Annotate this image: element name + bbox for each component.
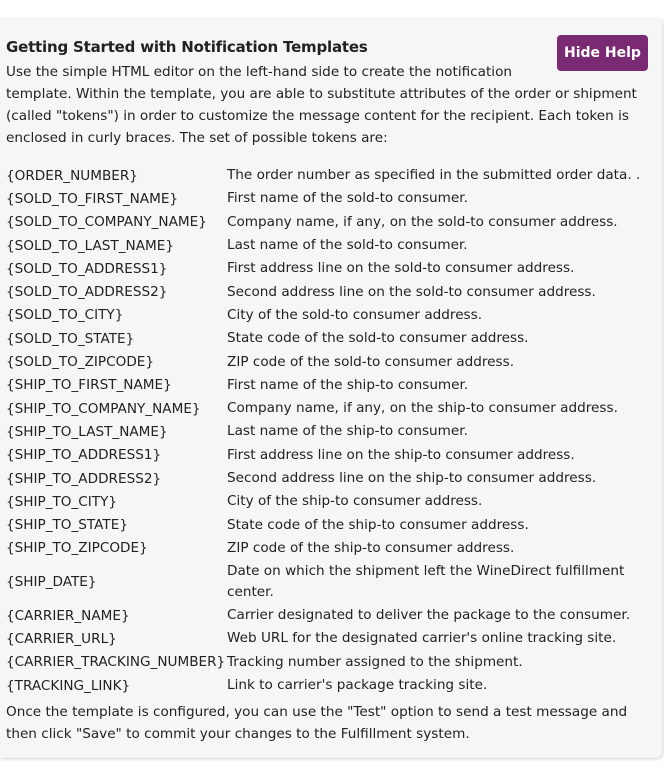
token-row	[6, 444, 656, 467]
token-description: State code of the ship-to consumer address.	[227, 516, 529, 533]
token-name: {SHIP_TO_FIRST_NAME}	[6, 377, 172, 394]
token-row	[6, 350, 656, 373]
help-intro-line: Use the simple HTML editor on the left-hand side to create the notification	[6, 64, 513, 80]
token-name: {CARRIER_NAME}	[6, 607, 130, 624]
token-row	[6, 674, 656, 697]
token-description: Company name, if any, on the ship-to consumer address.	[227, 400, 618, 417]
token-row	[6, 164, 656, 187]
help-intro-line: (called "tokens") in order to customize the message content for the recipient. Each token is	[6, 108, 629, 124]
token-name: {SOLD_TO_FIRST_NAME}	[6, 190, 179, 207]
token-row	[6, 513, 656, 536]
token-row	[6, 374, 656, 397]
token-description: Link to carrier's package tracking site.	[227, 677, 488, 694]
token-description: First name of the sold-to consumer.	[227, 190, 468, 207]
token-name: {SOLD_TO_LAST_NAME}	[6, 237, 174, 254]
token-table	[6, 164, 656, 697]
token-name: {TRACKING_LINK}	[6, 677, 131, 694]
token-row	[6, 327, 656, 350]
token-name: {SHIP_TO_COMPANY_NAME}	[6, 400, 201, 417]
help-title: Getting Started with Notification Templates	[6, 38, 368, 56]
token-row	[6, 257, 656, 280]
token-name: {CARRIER_TRACKING_NUMBER}	[6, 654, 226, 671]
token-row	[6, 420, 656, 443]
token-row	[6, 560, 656, 604]
token-name: {SOLD_TO_ADDRESS2}	[6, 284, 168, 301]
token-description: Second address line on the ship-to consumer address.	[227, 470, 597, 486]
help-intro	[6, 61, 646, 149]
token-row	[6, 187, 656, 210]
token-row	[6, 627, 656, 650]
token-description: Carrier designated to deliver the package to the consumer.	[227, 607, 631, 624]
token-description: ZIP code of the sold-to consumer address.	[227, 353, 515, 370]
help-outro-line: then click "Save" to commit your changes to the Fulfillment system.	[6, 726, 470, 742]
token-description: City of the sold-to consumer address.	[227, 306, 483, 323]
token-description: First name of the ship-to consumer.	[227, 376, 469, 393]
token-name: {SOLD_TO_COMPANY_NAME}	[6, 214, 207, 231]
help-panel	[0, 18, 662, 758]
token-name: {SOLD_TO_STATE}	[6, 330, 135, 347]
help-intro-line: enclosed in curly braces. The set of possible tokens are:	[6, 130, 388, 146]
token-description: Tracking number assigned to the shipment.	[227, 653, 523, 670]
token-name: {SOLD_TO_ZIPCODE}	[6, 354, 155, 371]
token-row	[6, 211, 656, 234]
token-row	[6, 537, 656, 560]
help-outro	[6, 701, 646, 745]
token-description: First address line on the sold-to consumer address.	[227, 260, 575, 277]
token-description: Company name, if any, on the sold-to consumer address.	[227, 213, 618, 230]
token-name: {SHIP_TO_ADDRESS1}	[6, 447, 162, 464]
token-name: {SOLD_TO_CITY}	[6, 307, 124, 324]
token-name: {SOLD_TO_ADDRESS1}	[6, 260, 168, 277]
token-row	[6, 490, 656, 513]
help-outro-line: Once the template is configured, you can use the "Test" option to send a test message and	[6, 704, 628, 720]
token-row	[6, 234, 656, 257]
token-description: ZIP code of the ship-to consumer address.	[227, 539, 515, 556]
hide-help-button[interactable]: Hide Help	[557, 35, 648, 71]
token-description: Web URL for the designated carrier's online tracking site.	[227, 630, 617, 647]
token-name: {CARRIER_URL}	[6, 630, 117, 647]
token-name: {SHIP_TO_CITY}	[6, 493, 118, 510]
token-name: {SHIP_TO_ADDRESS2}	[6, 470, 162, 487]
token-name: {SHIP_TO_ZIPCODE}	[6, 540, 148, 557]
token-row	[6, 397, 656, 420]
token-row	[6, 651, 656, 674]
help-intro-line: template. Within the template, you are able to substitute attributes of the order or shipment	[6, 86, 637, 102]
token-row	[6, 604, 656, 627]
token-description: City of the ship-to consumer address.	[227, 493, 483, 510]
token-row	[6, 280, 656, 303]
token-description: Last name of the sold-to consumer.	[227, 237, 468, 254]
token-name: {ORDER_NUMBER}	[6, 167, 138, 184]
token-row	[6, 467, 656, 490]
token-name: {SHIP_TO_LAST_NAME}	[6, 423, 168, 440]
token-name: {SHIP_DATE}	[6, 574, 97, 591]
token-name: {SHIP_TO_STATE}	[6, 517, 128, 534]
token-row	[6, 304, 656, 327]
token-description: Second address line on the sold-to consumer address.	[227, 283, 596, 300]
token-description: Last name of the ship-to consumer.	[227, 423, 468, 440]
token-description: First address line on the ship-to consumer address.	[227, 446, 575, 463]
token-description: The order number as specified in the submitted order data. .	[227, 167, 641, 184]
token-description: Date on which the shipment left the WineDirect fulfillment center.	[227, 563, 625, 601]
token-description: State code of the sold-to consumer address.	[227, 330, 529, 347]
